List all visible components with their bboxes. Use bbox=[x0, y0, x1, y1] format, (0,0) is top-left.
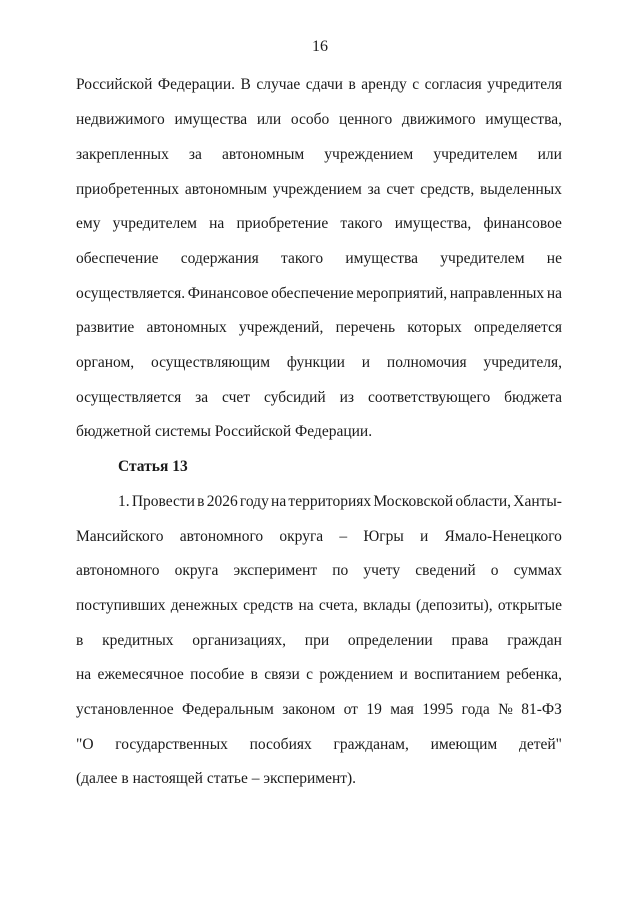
word: имущества bbox=[174, 111, 248, 128]
word: автономных bbox=[146, 319, 227, 336]
word: по bbox=[332, 562, 349, 579]
word: перечень bbox=[335, 319, 396, 336]
word: согласия bbox=[424, 76, 482, 93]
word: В bbox=[240, 76, 251, 93]
text-line bbox=[76, 145, 562, 165]
word: финансовое bbox=[483, 215, 562, 232]
word: на bbox=[546, 285, 562, 302]
text-line bbox=[76, 353, 562, 373]
word: поступивших bbox=[76, 597, 166, 614]
word: в bbox=[348, 76, 356, 93]
word: 81-ФЗ bbox=[521, 701, 562, 718]
word: № bbox=[498, 701, 513, 718]
word: автономного bbox=[76, 562, 160, 579]
word: эксперимент bbox=[233, 562, 318, 579]
word: учредителем bbox=[440, 250, 525, 267]
page-number: 16 bbox=[312, 38, 328, 55]
word: учредителем bbox=[433, 146, 518, 163]
word: сведений bbox=[415, 562, 476, 579]
word: развитие bbox=[76, 319, 135, 336]
word: ценного bbox=[338, 111, 393, 128]
word: учреждений, bbox=[238, 319, 324, 336]
word: Ямало-Ненецкого bbox=[444, 528, 562, 545]
word: органом, bbox=[76, 354, 135, 371]
word: Провести bbox=[131, 493, 195, 510]
word: субсидий bbox=[263, 389, 326, 406]
word: связи bbox=[264, 666, 300, 683]
word: имущества, bbox=[394, 215, 472, 232]
word: приобретенных bbox=[76, 181, 180, 198]
word: пособие bbox=[190, 666, 245, 683]
text-line bbox=[76, 665, 562, 685]
word: средств bbox=[243, 597, 294, 614]
word: пособиях bbox=[249, 736, 312, 753]
word: за bbox=[195, 389, 209, 406]
text-line bbox=[76, 631, 562, 651]
word: и bbox=[361, 354, 371, 371]
word: детей" bbox=[518, 736, 562, 753]
word: за bbox=[188, 146, 202, 163]
word: законом bbox=[282, 701, 336, 718]
word: средств, bbox=[420, 181, 475, 198]
word: Югры bbox=[363, 528, 404, 545]
word: и bbox=[419, 528, 429, 545]
word: определении bbox=[347, 632, 433, 649]
text-line bbox=[76, 284, 562, 304]
word: при bbox=[304, 632, 330, 649]
word: учреждением bbox=[272, 181, 362, 198]
word: содержания bbox=[180, 250, 259, 267]
word: счет bbox=[386, 181, 415, 198]
word: счет bbox=[222, 389, 251, 406]
word: года bbox=[461, 701, 490, 718]
word: Федеральным bbox=[182, 701, 274, 718]
word: Мансийского bbox=[76, 528, 164, 545]
word: закрепленных bbox=[76, 146, 169, 163]
word: автономного bbox=[179, 528, 264, 545]
word: осуществляющим bbox=[151, 354, 271, 371]
text-line bbox=[76, 75, 562, 95]
word: бюджета bbox=[504, 389, 562, 406]
word: имущества, bbox=[485, 111, 562, 128]
word: Российской bbox=[76, 76, 153, 93]
word: права bbox=[451, 632, 489, 649]
word: от bbox=[343, 701, 358, 718]
word: кредитных bbox=[102, 632, 174, 649]
word: Московской bbox=[373, 493, 454, 510]
text-line bbox=[76, 249, 562, 269]
text-line-last: (далее в настоящей статье – эксперимент). bbox=[76, 770, 357, 787]
word: установленное bbox=[76, 701, 174, 718]
word: Ханты- bbox=[513, 493, 562, 510]
word: счета, bbox=[318, 597, 358, 614]
word: в bbox=[76, 632, 84, 649]
word: которых bbox=[407, 319, 462, 336]
text-line bbox=[118, 492, 562, 512]
word: 1. bbox=[118, 493, 130, 510]
word: такого bbox=[281, 250, 324, 267]
word: "О bbox=[76, 736, 94, 753]
word: приобретение bbox=[236, 215, 329, 232]
word: области, bbox=[455, 493, 512, 510]
word: сдачи bbox=[305, 76, 343, 93]
word: автономным bbox=[222, 146, 305, 163]
word: или bbox=[537, 146, 562, 163]
word: ребенка, bbox=[506, 666, 562, 683]
text-line bbox=[76, 388, 562, 408]
text-line bbox=[76, 561, 562, 581]
word: – bbox=[339, 528, 348, 545]
word: вклады bbox=[363, 597, 411, 614]
word: государственных bbox=[115, 736, 228, 753]
text-line bbox=[76, 596, 562, 616]
word: Федерации. bbox=[157, 76, 235, 93]
text-line bbox=[76, 700, 562, 720]
word: округа bbox=[174, 562, 219, 579]
word: учредителя, bbox=[483, 354, 562, 371]
word: о bbox=[490, 562, 499, 579]
word: ежемесячное bbox=[97, 666, 184, 683]
word: открытые bbox=[497, 597, 562, 614]
word: имущества bbox=[345, 250, 419, 267]
word: недвижимого bbox=[76, 111, 165, 128]
word: организациях, bbox=[192, 632, 286, 649]
word: за bbox=[367, 181, 381, 198]
word: автономным bbox=[184, 181, 268, 198]
word: в bbox=[250, 666, 258, 683]
word: мероприятий, bbox=[356, 285, 448, 302]
word: гражданам, bbox=[333, 736, 409, 753]
word: выделенных bbox=[480, 181, 562, 198]
word: такого bbox=[340, 215, 383, 232]
word: в bbox=[197, 493, 205, 510]
word: граждан bbox=[507, 632, 562, 649]
word: движимого bbox=[401, 111, 476, 128]
word: территориях bbox=[288, 493, 372, 510]
word: Финансовое bbox=[187, 285, 269, 302]
word: соответствующего bbox=[367, 389, 491, 406]
word: учредителем bbox=[112, 215, 197, 232]
word: аренду bbox=[361, 76, 407, 93]
word: ему bbox=[76, 215, 101, 232]
word: на bbox=[298, 597, 314, 614]
word: учредителя bbox=[487, 76, 562, 93]
word: суммах bbox=[513, 562, 562, 579]
word: с bbox=[412, 76, 420, 93]
word: 1995 bbox=[422, 701, 454, 718]
word: направленных bbox=[449, 285, 545, 302]
word: случае bbox=[256, 76, 301, 93]
word: 19 bbox=[366, 701, 382, 718]
word: воспитанием bbox=[414, 666, 501, 683]
word: или bbox=[256, 111, 282, 128]
word: осуществляется bbox=[76, 389, 182, 406]
word: обеспечение bbox=[271, 285, 354, 302]
word: обеспечение bbox=[76, 250, 159, 267]
word: с bbox=[306, 666, 313, 683]
word: осуществляется. bbox=[76, 285, 186, 302]
word: не bbox=[546, 250, 562, 267]
text-line-last: бюджетной системы Российской Федерации. bbox=[76, 423, 373, 440]
text-line bbox=[76, 180, 562, 200]
word: округа bbox=[279, 528, 324, 545]
text-line bbox=[76, 110, 562, 130]
text-line bbox=[76, 735, 562, 755]
word: (депозиты), bbox=[416, 597, 493, 614]
word: полномочия bbox=[386, 354, 467, 371]
word: особо bbox=[290, 111, 330, 128]
word: определяется bbox=[474, 319, 562, 336]
word: на bbox=[271, 493, 287, 510]
word: на bbox=[76, 666, 92, 683]
word: мая bbox=[390, 701, 414, 718]
word: учреждением bbox=[324, 146, 414, 163]
word: учету bbox=[363, 562, 401, 579]
word: денежных bbox=[170, 597, 238, 614]
word: функции bbox=[286, 354, 345, 371]
article-heading: Статья 13 bbox=[118, 458, 188, 475]
word: и bbox=[399, 666, 408, 683]
text-line bbox=[76, 214, 562, 234]
word: 2026 bbox=[206, 493, 238, 510]
word: имеющим bbox=[430, 736, 498, 753]
word: году bbox=[239, 493, 269, 510]
text-line bbox=[76, 318, 562, 338]
text-line bbox=[76, 527, 562, 547]
word: на bbox=[209, 215, 225, 232]
word: рождением bbox=[319, 666, 394, 683]
word: из bbox=[339, 389, 355, 406]
